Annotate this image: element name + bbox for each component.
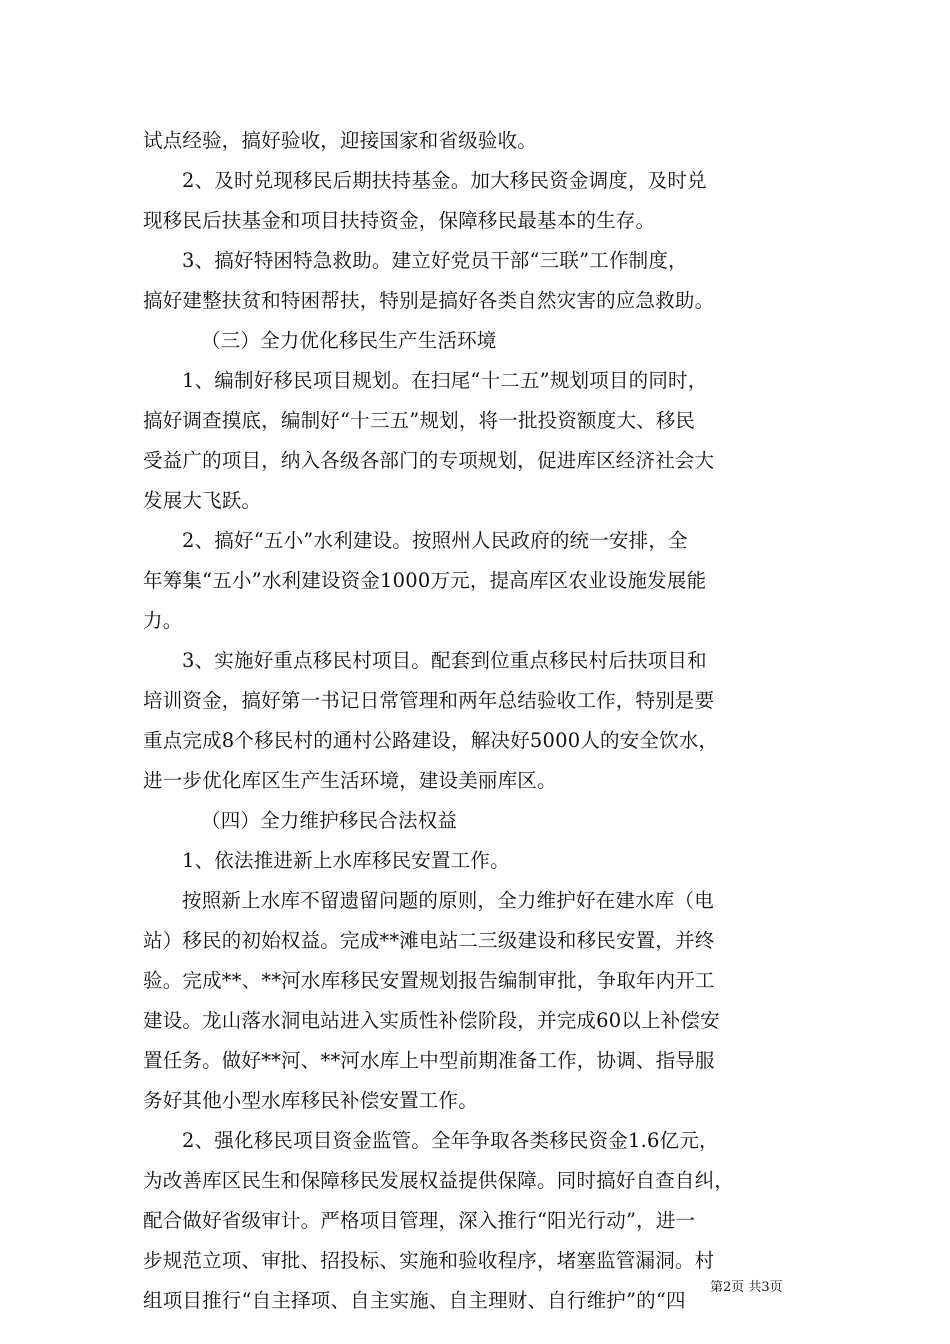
text-line: 重点完成8个移民村的通村公路建设，解决好5000人的安全饮水，	[143, 729, 719, 752]
text-line: 步规范立项、审批、招投标、实施和验收程序，堵塞监管漏洞。村	[143, 1249, 715, 1272]
page-footer: 第2页 共3页	[710, 1280, 783, 1295]
text-line: 发展大飞跃。	[143, 489, 262, 512]
text-line: 搞好建整扶贫和特困帮扶，特别是搞好各类自然灾害的应急救助。	[143, 289, 715, 312]
text-line: 2、搞好“五小”水利建设。按照州人民政府的统一安排，全	[182, 529, 688, 552]
text-line: 受益广的项目，纳入各级各部门的专项规划，促进库区经济社会大	[143, 449, 715, 472]
document-body	[143, 121, 809, 1321]
text-line: 1、编制好移民项目规划。在扫尾“十二五”规划项目的同时，	[182, 369, 708, 392]
text-line: 2、强化移民项目资金监管。全年争取各类移民资金1.6亿元，	[182, 1129, 719, 1152]
text-line: 力。	[143, 609, 183, 632]
text-line: 组项目推行“自主择项、自主实施、自主理财、自行维护”的“四	[143, 1289, 686, 1312]
text-line: 建设。龙山落水洞电站进入实质性补偿阶段，并完成60以上补偿安	[143, 1009, 720, 1032]
text-line: 置任务。做好**河、**河水库上中型前期准备工作，协调、指导服	[143, 1049, 715, 1072]
text-line: 搞好调查摸底，编制好“十三五”规划，将一批投资额度大、移民	[143, 409, 696, 432]
text-line: 务好其他小型水库移民补偿安置工作。	[143, 1089, 478, 1112]
text-line: 按照新上水库不留遗留问题的原则，全力维护好在建水库（电	[182, 889, 714, 912]
text-line: 站）移民的初始权益。完成**滩电站二三级建设和移民安置，并终	[143, 929, 715, 952]
text-line: 3、搞好特困特急救助。建立好党员干部“三联”工作制度，	[182, 249, 688, 272]
text-line: 为改善库区民生和保障移民发展权益提供保障。同时搞好自查自纠，	[143, 1169, 735, 1192]
text-line: 试点经验，搞好验收，迎接国家和省级验收。	[143, 129, 538, 152]
text-line: 验。完成**、**河水库移民安置规划报告编制审批，争取年内开工	[143, 969, 715, 992]
text-line: 1、依法推进新上水库移民安置工作。	[182, 849, 510, 872]
text-line: 2、及时兑现移民后期扶持基金。加大移民资金调度，及时兑	[182, 169, 707, 192]
section-heading: （三）全力优化移民生产生活环境	[201, 329, 497, 352]
section-heading: （四）全力维护移民合法权益	[201, 809, 458, 832]
text-line: 培训资金，搞好第一书记日常管理和两年总结验收工作，特别是要	[143, 689, 715, 712]
text-line: 3、实施好重点移民村项目。配套到位重点移民村后扶项目和	[182, 649, 707, 672]
text-line: 现移民后扶基金和项目扶持资金，保障移民最基本的生存。	[143, 209, 656, 232]
text-line: 年筹集“五小”水利建设资金1000万元，提高库区农业设施发展能	[143, 569, 707, 592]
text-line: 配合做好省级审计。严格项目管理，深入推行“阳光行动”，进一	[143, 1209, 696, 1232]
text-line: 进一步优化库区生产生活环境，建设美丽库区。	[143, 769, 557, 792]
